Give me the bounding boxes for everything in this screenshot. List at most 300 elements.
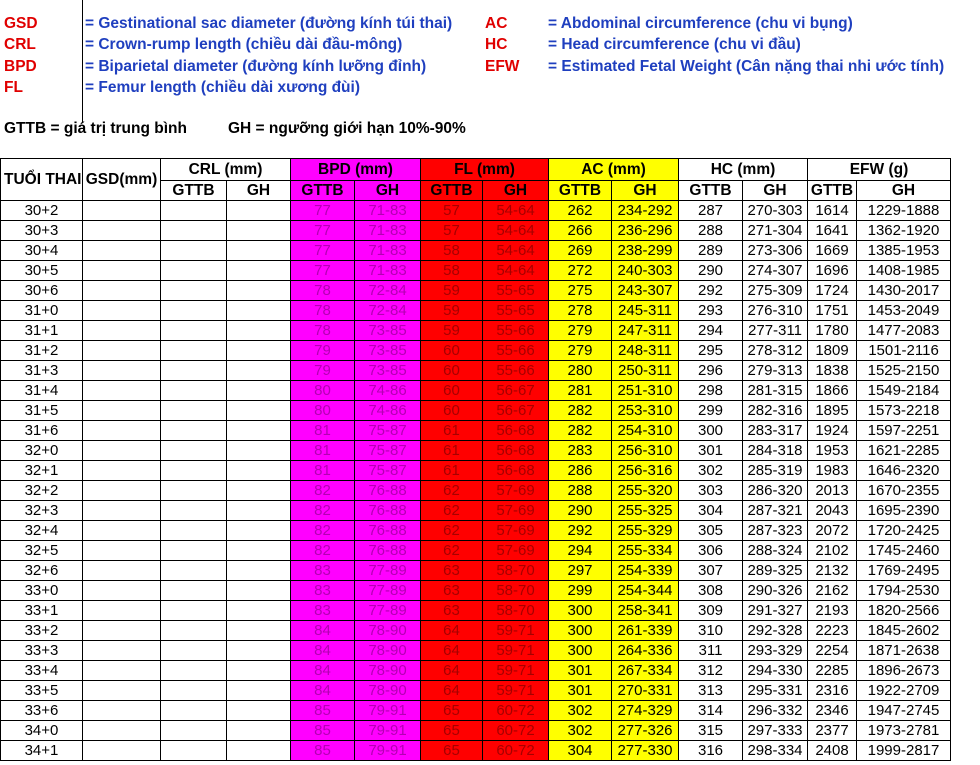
cell-ac-mean: 299 xyxy=(549,581,612,601)
cell-gsd xyxy=(83,221,161,241)
cell-gsd xyxy=(83,421,161,441)
cell-hc-range: 274-307 xyxy=(743,261,808,281)
table-row xyxy=(1,581,951,601)
cell-bpd-mean: 80 xyxy=(291,401,355,421)
header-age: TUỔI THAI xyxy=(1,159,83,201)
cell-bpd-range: 71-83 xyxy=(355,261,421,281)
cell-ac-mean: 282 xyxy=(549,421,612,441)
cell-gsd xyxy=(83,521,161,541)
cell-gsd xyxy=(83,281,161,301)
cell-hc-range: 298-334 xyxy=(743,741,808,761)
cell-efw-mean: 1751 xyxy=(808,301,857,321)
cell-fl-range: 54-64 xyxy=(483,221,549,241)
cell-efw-range: 1477-2083 xyxy=(857,321,951,341)
cell-ac-mean: 275 xyxy=(549,281,612,301)
cell-gsd xyxy=(83,661,161,681)
cell-ac-range: 234-292 xyxy=(612,201,679,221)
cell-hc-range: 288-324 xyxy=(743,541,808,561)
cell-crl-mean xyxy=(161,581,227,601)
cell-fl-range: 56-67 xyxy=(483,401,549,421)
cell-crl-mean xyxy=(161,681,227,701)
cell-crl-mean xyxy=(161,721,227,741)
cell-ac-range: 270-331 xyxy=(612,681,679,701)
cell-bpd-mean: 82 xyxy=(291,541,355,561)
cell-ac-range: 255-334 xyxy=(612,541,679,561)
cell-hc-range: 297-333 xyxy=(743,721,808,741)
cell-crl-mean xyxy=(161,641,227,661)
legend-abbr: GSD xyxy=(4,15,38,32)
cell-hc-mean: 287 xyxy=(679,201,743,221)
cell-ac-mean: 262 xyxy=(549,201,612,221)
cell-fl-mean: 65 xyxy=(421,741,483,761)
cell-crl-range xyxy=(227,641,291,661)
cell-bpd-range: 78-90 xyxy=(355,681,421,701)
cell-bpd-range: 77-89 xyxy=(355,601,421,621)
cell-crl-range xyxy=(227,521,291,541)
cell-bpd-mean: 77 xyxy=(291,241,355,261)
sub-range: GH xyxy=(483,181,549,201)
cell-efw-range: 1820-2566 xyxy=(857,601,951,621)
cell-efw-range: 1362-1920 xyxy=(857,221,951,241)
cell-fl-mean: 64 xyxy=(421,641,483,661)
cell-bpd-range: 76-88 xyxy=(355,481,421,501)
cell-ac-range: 267-334 xyxy=(612,661,679,681)
cell-bpd-mean: 84 xyxy=(291,641,355,661)
cell-crl-range xyxy=(227,321,291,341)
cell-ac-range: 255-325 xyxy=(612,501,679,521)
cell-ac-range: 255-320 xyxy=(612,481,679,501)
cell-bpd-mean: 79 xyxy=(291,361,355,381)
cell-bpd-mean: 78 xyxy=(291,301,355,321)
cell-bpd-mean: 81 xyxy=(291,421,355,441)
cell-ac-mean: 301 xyxy=(549,661,612,681)
cell-crl-range xyxy=(227,501,291,521)
cell-bpd-range: 78-90 xyxy=(355,661,421,681)
cell-crl-mean xyxy=(161,221,227,241)
cell-efw-mean: 2043 xyxy=(808,501,857,521)
cell-crl-range xyxy=(227,381,291,401)
cell-fl-mean: 57 xyxy=(421,201,483,221)
cell-bpd-mean: 85 xyxy=(291,721,355,741)
cell-hc-mean: 312 xyxy=(679,661,743,681)
cell-bpd-range: 79-91 xyxy=(355,721,421,741)
table-row xyxy=(1,361,951,381)
cell-ac-mean: 304 xyxy=(549,741,612,761)
cell-ac-mean: 300 xyxy=(549,641,612,661)
cell-fl-range: 55-66 xyxy=(483,341,549,361)
cell-bpd-mean: 82 xyxy=(291,521,355,541)
cell-age: 32+3 xyxy=(1,501,83,521)
cell-crl-mean xyxy=(161,241,227,261)
cell-hc-range: 286-320 xyxy=(743,481,808,501)
cell-efw-range: 1408-1985 xyxy=(857,261,951,281)
header-bpd: BPD (mm) xyxy=(291,159,421,181)
cell-hc-mean: 310 xyxy=(679,621,743,641)
cell-efw-range: 1621-2285 xyxy=(857,441,951,461)
cell-crl-range xyxy=(227,681,291,701)
cell-ac-range: 256-310 xyxy=(612,441,679,461)
cell-hc-mean: 290 xyxy=(679,261,743,281)
cell-efw-range: 1501-2116 xyxy=(857,341,951,361)
cell-efw-range: 1597-2251 xyxy=(857,421,951,441)
cell-crl-range xyxy=(227,601,291,621)
cell-bpd-range: 72-84 xyxy=(355,281,421,301)
cell-crl-range xyxy=(227,741,291,761)
cell-hc-mean: 301 xyxy=(679,441,743,461)
cell-ac-range: 250-311 xyxy=(612,361,679,381)
table-row xyxy=(1,261,951,281)
cell-gsd xyxy=(83,341,161,361)
cell-efw-mean: 1838 xyxy=(808,361,857,381)
cell-ac-range: 274-329 xyxy=(612,701,679,721)
legend-abbr: CRL xyxy=(4,36,36,53)
cell-gsd xyxy=(83,441,161,461)
cell-fl-range: 59-71 xyxy=(483,661,549,681)
cell-hc-mean: 305 xyxy=(679,521,743,541)
cell-ac-mean: 302 xyxy=(549,701,612,721)
cell-bpd-range: 77-89 xyxy=(355,561,421,581)
cell-hc-mean: 314 xyxy=(679,701,743,721)
cell-age: 31+0 xyxy=(1,301,83,321)
cell-crl-range xyxy=(227,621,291,641)
cell-efw-mean: 1983 xyxy=(808,461,857,481)
cell-hc-range: 284-318 xyxy=(743,441,808,461)
cell-fl-mean: 62 xyxy=(421,501,483,521)
cell-efw-range: 1430-2017 xyxy=(857,281,951,301)
table-row xyxy=(1,381,951,401)
cell-fl-mean: 60 xyxy=(421,341,483,361)
sub-range: GH xyxy=(743,181,808,201)
legend-desc: = Estimated Fetal Weight (Cân nặng thai nhi ước tính) xyxy=(548,58,945,75)
cell-efw-range: 1695-2390 xyxy=(857,501,951,521)
cell-age: 31+1 xyxy=(1,321,83,341)
cell-hc-mean: 288 xyxy=(679,221,743,241)
cell-efw-range: 1720-2425 xyxy=(857,521,951,541)
cell-crl-mean xyxy=(161,521,227,541)
cell-age: 30+5 xyxy=(1,261,83,281)
cell-age: 33+2 xyxy=(1,621,83,641)
cell-crl-range xyxy=(227,441,291,461)
legend-abbr: HC xyxy=(485,36,508,53)
cell-hc-range: 275-309 xyxy=(743,281,808,301)
cell-fl-mean: 58 xyxy=(421,261,483,281)
cell-bpd-mean: 82 xyxy=(291,481,355,501)
cell-bpd-range: 75-87 xyxy=(355,421,421,441)
cell-crl-mean xyxy=(161,481,227,501)
cell-hc-range: 271-304 xyxy=(743,221,808,241)
sub-range: GH xyxy=(227,181,291,201)
table-row xyxy=(1,401,951,421)
cell-age: 30+4 xyxy=(1,241,83,261)
cell-ac-mean: 280 xyxy=(549,361,612,381)
cell-hc-range: 296-332 xyxy=(743,701,808,721)
cell-bpd-mean: 79 xyxy=(291,341,355,361)
cell-age: 32+0 xyxy=(1,441,83,461)
cell-age: 32+5 xyxy=(1,541,83,561)
cell-bpd-mean: 82 xyxy=(291,501,355,521)
cell-gsd xyxy=(83,461,161,481)
cell-hc-mean: 292 xyxy=(679,281,743,301)
cell-ac-range: 277-330 xyxy=(612,741,679,761)
cell-ac-mean: 300 xyxy=(549,601,612,621)
cell-hc-mean: 296 xyxy=(679,361,743,381)
table-row xyxy=(1,741,951,761)
cell-fl-mean: 59 xyxy=(421,281,483,301)
cell-bpd-mean: 84 xyxy=(291,621,355,641)
cell-fl-mean: 64 xyxy=(421,621,483,641)
header-ac: AC (mm) xyxy=(549,159,679,181)
table-row xyxy=(1,461,951,481)
cell-hc-range: 273-306 xyxy=(743,241,808,261)
cell-fl-range: 55-65 xyxy=(483,301,549,321)
cell-fl-mean: 63 xyxy=(421,581,483,601)
cell-gsd xyxy=(83,581,161,601)
cell-age: 31+6 xyxy=(1,421,83,441)
cell-crl-mean xyxy=(161,421,227,441)
cell-efw-range: 1670-2355 xyxy=(857,481,951,501)
legend-desc: = Gestinational sac diameter (đường kính túi thai) xyxy=(85,15,453,32)
cell-age: 31+4 xyxy=(1,381,83,401)
legend-desc: = Abdominal circumference (chu vi bụng) xyxy=(548,15,853,32)
cell-bpd-range: 73-85 xyxy=(355,361,421,381)
cell-age: 33+4 xyxy=(1,661,83,681)
cell-bpd-range: 75-87 xyxy=(355,461,421,481)
table-row xyxy=(1,201,951,221)
cell-ac-mean: 294 xyxy=(549,541,612,561)
legend-abbr: EFW xyxy=(485,58,520,75)
cell-efw-mean: 1696 xyxy=(808,261,857,281)
cell-fl-mean: 59 xyxy=(421,301,483,321)
cell-age: 30+2 xyxy=(1,201,83,221)
cell-efw-mean: 2285 xyxy=(808,661,857,681)
header-gsd: GSD(mm) xyxy=(83,159,161,201)
cell-efw-mean: 2132 xyxy=(808,561,857,581)
cell-hc-range: 276-310 xyxy=(743,301,808,321)
cell-hc-range: 285-319 xyxy=(743,461,808,481)
table-row xyxy=(1,641,951,661)
cell-bpd-mean: 83 xyxy=(291,601,355,621)
cell-crl-range xyxy=(227,661,291,681)
cell-hc-mean: 309 xyxy=(679,601,743,621)
cell-efw-mean: 1614 xyxy=(808,201,857,221)
legend-desc: = Biparietal diameter (đường kính lưỡng đỉnh) xyxy=(85,58,427,75)
cell-fl-mean: 65 xyxy=(421,701,483,721)
cell-hc-mean: 308 xyxy=(679,581,743,601)
cell-ac-mean: 278 xyxy=(549,301,612,321)
legend-abbr: FL xyxy=(4,79,23,96)
cell-fl-mean: 60 xyxy=(421,361,483,381)
cell-hc-range: 292-328 xyxy=(743,621,808,641)
sub-range: GH xyxy=(857,181,951,201)
header-crl: CRL (mm) xyxy=(161,159,291,181)
sub-range: GH xyxy=(612,181,679,201)
cell-hc-range: 293-329 xyxy=(743,641,808,661)
cell-age: 31+5 xyxy=(1,401,83,421)
cell-age: 33+5 xyxy=(1,681,83,701)
cell-efw-mean: 1809 xyxy=(808,341,857,361)
cell-bpd-range: 71-83 xyxy=(355,221,421,241)
cell-crl-range xyxy=(227,201,291,221)
cell-bpd-mean: 77 xyxy=(291,201,355,221)
cell-hc-mean: 307 xyxy=(679,561,743,581)
cell-fl-range: 60-72 xyxy=(483,721,549,741)
cell-crl-range xyxy=(227,401,291,421)
cell-ac-mean: 288 xyxy=(549,481,612,501)
cell-crl-mean xyxy=(161,501,227,521)
cell-fl-range: 56-68 xyxy=(483,461,549,481)
cell-crl-range xyxy=(227,561,291,581)
cell-ac-range: 236-296 xyxy=(612,221,679,241)
cell-efw-range: 1646-2320 xyxy=(857,461,951,481)
note-gttb: GTTB = giá trị trung bình xyxy=(4,120,187,137)
table-row xyxy=(1,301,951,321)
cell-bpd-range: 75-87 xyxy=(355,441,421,461)
cell-bpd-mean: 81 xyxy=(291,461,355,481)
cell-fl-range: 58-70 xyxy=(483,581,549,601)
table-row xyxy=(1,341,951,361)
cell-fl-mean: 62 xyxy=(421,481,483,501)
cell-fl-range: 54-64 xyxy=(483,241,549,261)
cell-efw-mean: 1924 xyxy=(808,421,857,441)
cell-hc-range: 278-312 xyxy=(743,341,808,361)
cell-efw-mean: 1895 xyxy=(808,401,857,421)
cell-hc-range: 294-330 xyxy=(743,661,808,681)
legend-abbr: BPD xyxy=(4,58,37,75)
legend-desc: = Crown-rump length (chiều dài đầu-mông) xyxy=(85,36,403,53)
cell-bpd-range: 72-84 xyxy=(355,301,421,321)
cell-ac-range: 251-310 xyxy=(612,381,679,401)
cell-hc-range: 283-317 xyxy=(743,421,808,441)
cell-efw-range: 1947-2745 xyxy=(857,701,951,721)
cell-efw-mean: 1866 xyxy=(808,381,857,401)
cell-bpd-range: 71-83 xyxy=(355,201,421,221)
cell-crl-mean xyxy=(161,261,227,281)
cell-efw-mean: 2013 xyxy=(808,481,857,501)
cell-crl-mean xyxy=(161,301,227,321)
cell-crl-mean xyxy=(161,361,227,381)
cell-crl-range xyxy=(227,281,291,301)
cell-crl-mean xyxy=(161,461,227,481)
cell-crl-mean xyxy=(161,661,227,681)
cell-age: 34+1 xyxy=(1,741,83,761)
cell-gsd xyxy=(83,561,161,581)
cell-crl-mean xyxy=(161,541,227,561)
cell-crl-range xyxy=(227,541,291,561)
cell-efw-mean: 2408 xyxy=(808,741,857,761)
cell-bpd-mean: 83 xyxy=(291,561,355,581)
cell-efw-mean: 1669 xyxy=(808,241,857,261)
cell-hc-mean: 316 xyxy=(679,741,743,761)
cell-ac-mean: 300 xyxy=(549,621,612,641)
cell-efw-mean: 1953 xyxy=(808,441,857,461)
cell-bpd-range: 77-89 xyxy=(355,581,421,601)
cell-hc-range: 295-331 xyxy=(743,681,808,701)
table-row xyxy=(1,241,951,261)
cell-efw-range: 1922-2709 xyxy=(857,681,951,701)
cell-hc-mean: 302 xyxy=(679,461,743,481)
cell-ac-mean: 286 xyxy=(549,461,612,481)
cell-fl-range: 59-71 xyxy=(483,641,549,661)
cell-crl-mean xyxy=(161,441,227,461)
cell-bpd-range: 74-86 xyxy=(355,401,421,421)
cell-age: 31+3 xyxy=(1,361,83,381)
sub-range: GH xyxy=(355,181,421,201)
cell-bpd-range: 79-91 xyxy=(355,741,421,761)
cell-ac-range: 255-329 xyxy=(612,521,679,541)
note-gh: GH = ngưỡng giới hạn 10%-90% xyxy=(228,120,466,137)
cell-crl-range xyxy=(227,241,291,261)
cell-efw-range: 1229-1888 xyxy=(857,201,951,221)
cell-fl-range: 58-70 xyxy=(483,601,549,621)
sub-mean: GTTB xyxy=(679,181,743,201)
table-row xyxy=(1,521,951,541)
cell-gsd xyxy=(83,641,161,661)
cell-bpd-range: 71-83 xyxy=(355,241,421,261)
cell-ac-range: 248-311 xyxy=(612,341,679,361)
cell-ac-range: 264-336 xyxy=(612,641,679,661)
header-efw: EFW (g) xyxy=(808,159,951,181)
cell-age: 33+0 xyxy=(1,581,83,601)
sub-mean: GTTB xyxy=(291,181,355,201)
cell-efw-range: 1525-2150 xyxy=(857,361,951,381)
cell-fl-mean: 60 xyxy=(421,381,483,401)
cell-bpd-mean: 85 xyxy=(291,741,355,761)
cell-fl-mean: 58 xyxy=(421,241,483,261)
cell-age: 32+4 xyxy=(1,521,83,541)
cell-ac-range: 243-307 xyxy=(612,281,679,301)
cell-fl-mean: 64 xyxy=(421,661,483,681)
cell-fl-mean: 63 xyxy=(421,601,483,621)
cell-gsd xyxy=(83,621,161,641)
cell-gsd xyxy=(83,601,161,621)
cell-efw-range: 1549-2184 xyxy=(857,381,951,401)
cell-ac-range: 245-311 xyxy=(612,301,679,321)
cell-bpd-range: 74-86 xyxy=(355,381,421,401)
cell-fl-range: 54-64 xyxy=(483,261,549,281)
cell-hc-mean: 315 xyxy=(679,721,743,741)
cell-ac-mean: 281 xyxy=(549,381,612,401)
cell-age: 32+2 xyxy=(1,481,83,501)
cell-efw-mean: 1724 xyxy=(808,281,857,301)
cell-efw-mean: 2162 xyxy=(808,581,857,601)
cell-bpd-range: 76-88 xyxy=(355,501,421,521)
cell-crl-mean xyxy=(161,401,227,421)
cell-hc-mean: 306 xyxy=(679,541,743,561)
cell-fl-range: 59-71 xyxy=(483,621,549,641)
table-row xyxy=(1,681,951,701)
cell-bpd-mean: 77 xyxy=(291,261,355,281)
cell-crl-range xyxy=(227,301,291,321)
cell-ac-range: 277-326 xyxy=(612,721,679,741)
cell-fl-mean: 64 xyxy=(421,681,483,701)
sub-mean: GTTB xyxy=(421,181,483,201)
cell-hc-mean: 300 xyxy=(679,421,743,441)
table-row xyxy=(1,601,951,621)
cell-age: 30+3 xyxy=(1,221,83,241)
cell-hc-range: 290-326 xyxy=(743,581,808,601)
table-row xyxy=(1,321,951,341)
cell-crl-mean xyxy=(161,601,227,621)
cell-hc-range: 279-313 xyxy=(743,361,808,381)
cell-gsd xyxy=(83,241,161,261)
table-row xyxy=(1,221,951,241)
cell-hc-mean: 299 xyxy=(679,401,743,421)
cell-ac-mean: 282 xyxy=(549,401,612,421)
cell-fl-range: 60-72 xyxy=(483,701,549,721)
table-row xyxy=(1,441,951,461)
cell-efw-range: 1896-2673 xyxy=(857,661,951,681)
cell-bpd-mean: 78 xyxy=(291,321,355,341)
